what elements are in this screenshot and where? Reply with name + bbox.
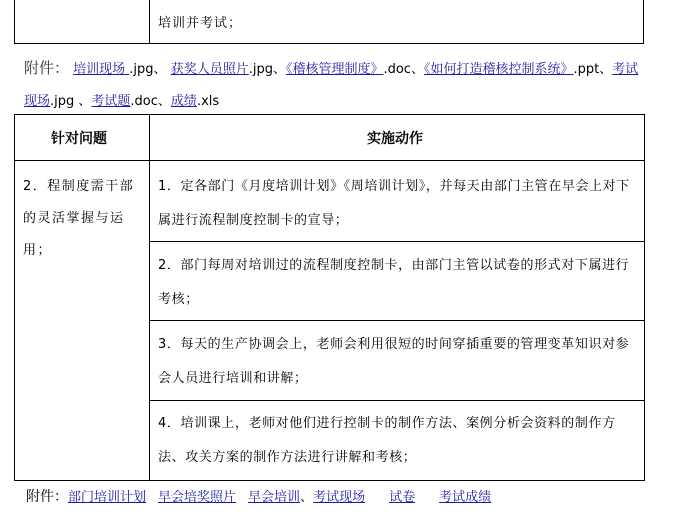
column-divider [149,115,150,480]
top-table-fragment [14,0,644,44]
row-divider [150,320,644,321]
attachment-link-scores[interactable]: 成绩 [170,94,197,109]
attachment-link-morning-award-photos[interactable]: 早会培奖照片 [158,490,237,505]
action-item: 1．定各部门《月度培训计划》《周培训计划》，并每天由部门主管在早会上对下属进行流程制度控制卡的宣导； [158,179,630,228]
attachment-ext: .ppt、 [573,62,613,77]
action-item: 2．部门每周对培训过的流程制度控制卡，由部门主管以试卷的形式对下属进行考核； [158,258,630,307]
attachments-paragraph-1 [24,52,644,118]
header-divider [15,160,644,161]
attachment-link-control-system-ppt[interactable]: 《如何打造稽核控制系统》 [423,62,574,77]
header-action: 实施动作 [367,131,423,147]
attachment-ext: .jpg、 [248,62,286,77]
attachment-link-exam-paper[interactable]: 试卷 [389,490,416,505]
attachment-link-exam-site[interactable]: 考试现场 [24,62,639,109]
attachment-ext: .doc、 [130,94,171,109]
attachment-link-award-photos[interactable]: 获奖人员照片 [170,62,249,77]
attachment-ext: .doc、 [383,62,424,77]
row-divider [150,241,644,242]
attachments-paragraph-2 [26,484,646,511]
attachment-ext: .jpg 、 [50,94,92,109]
attachments-label: 附件： [26,489,68,505]
row-divider [150,400,644,401]
attachment-link-morning-training[interactable]: 早会培训 [248,490,301,505]
attachment-link-audit-system[interactable]: 《稽核管理制度》 [285,62,384,77]
column-divider [149,0,150,43]
action-item: 4．培训课上，老师对他们进行控制卡的制作方法、案例分析会资料的制作方法、攻关方案的制作方法进行讲解和考核； [158,416,616,465]
attachment-link-exam-questions[interactable]: 考试题 [91,94,131,109]
issue-cell: 2．程制度需干部的灵活掌握与运用； [23,179,135,258]
header-issue: 针对问题 [51,131,107,147]
attachments-label: 附件： [24,59,70,77]
attachment-link-exam-scores[interactable]: 考试成绩 [439,490,492,505]
attachment-link-dept-training-plan[interactable]: 部门培训计划 [68,490,147,505]
attachment-ext: .xls [196,94,220,109]
action-item: 3．每天的生产协调会上，老师会利用很短的时间穿插重要的管理变革知识对参会人员进行培训和讲解； [158,337,630,386]
attachment-ext: .jpg、 [129,62,171,77]
top-row-text: 培训并考试； [158,16,243,31]
attachment-link-training-site[interactable]: 培训现场 [73,62,130,77]
separator: 、 [300,490,314,505]
attachment-link-exam-site[interactable]: 考试现场 [313,490,366,505]
issues-actions-table [14,114,645,481]
